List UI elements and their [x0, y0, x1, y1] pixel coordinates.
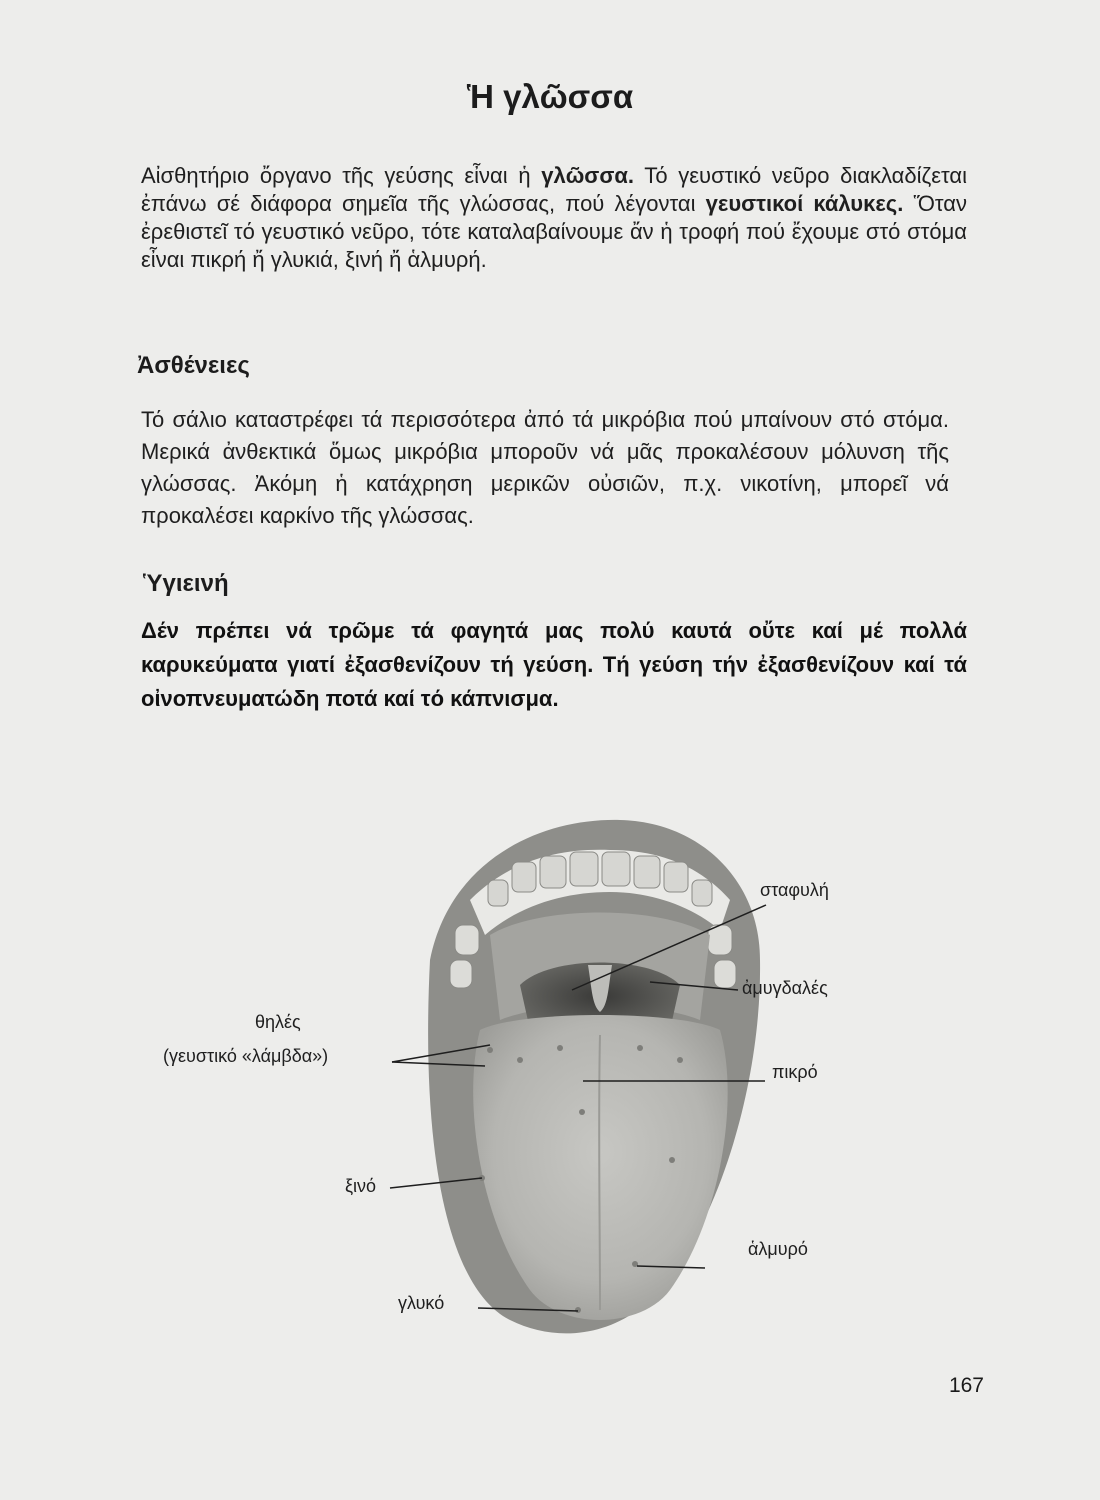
intro-text-2: Τό γευστικό νεῦρο διακλαδίζεται ἐπάνω σέ διάφορα σημεῖα τῆς γλώσσας, πού λέγονται — [141, 163, 967, 216]
label-papillae: θηλές — [255, 1012, 301, 1032]
label-salty: ἁλμυρό — [748, 1239, 808, 1259]
intro-bold-taste-buds: γευστικοί κάλυκες. — [705, 191, 904, 216]
hygiene-paragraph: Δέν πρέπει νά τρῶμε τά φαγητά μας πολύ καυτά οὔτε καί μέ πολλά καρυκεύματα γιατί ἐξασθενίζουν τή γεύση. Τή γεύση τήν ἐξασθενίζουν καί τά οἰνοπνευματώδη ποτά καί τό κάπνισμα. — [141, 618, 967, 711]
label-papillae-sub: (γευστικό «λάμβδα») — [163, 1046, 329, 1066]
label-uvula: σταφυλή — [760, 880, 829, 900]
diseases-heading: Ἀσθένειες — [137, 352, 250, 379]
intro-text-3: Ὅταν ἐρεθιστεῖ τό γευστικό νεῦρο, τότε καταλαβαίνουμε ἄν ἡ τροφή πού ἔχουμε στό στόμα εἶναι πικρή ἤ γλυκιά, ξινή ἤ ἁλμυρή. — [141, 191, 967, 272]
diseases-paragraph: Τό σάλιο καταστρέφει τά περισσότερα ἀπό τά μικρόβια πού μπαίνουν στό στόμα. Μερικά ἀνθεκτικά ὅμως μικρόβια μποροῦν νά μᾶς προκαλέσουν μόλυνση τῆς γλώσσας. Ἀκόμη ἡ κατάχρηση μερικῶν οὐσιῶν, π.χ. νικοτίνη, μπορεῖ νά προκαλέσει καρκίνο τῆς γλώσσας. — [141, 407, 949, 528]
intro-bold-tongue: γλῶσσα. — [541, 163, 635, 188]
label-bitter: πικρό — [772, 1062, 818, 1082]
label-tonsils: ἀμυγδαλές — [742, 978, 828, 998]
page-number: 167 — [948, 1374, 984, 1397]
label-sour: ξινό — [345, 1176, 377, 1196]
tongue-midline — [599, 1035, 600, 1310]
page-title: Ἡ γλῶσσα — [466, 78, 634, 115]
hygiene-heading: Ὑγιεινή — [143, 570, 229, 597]
label-sweet: γλυκό — [398, 1293, 445, 1313]
intro-text-1: Αἰσθητήριο ὄργανο τῆς γεύσης εἶναι ἡ — [141, 163, 542, 188]
